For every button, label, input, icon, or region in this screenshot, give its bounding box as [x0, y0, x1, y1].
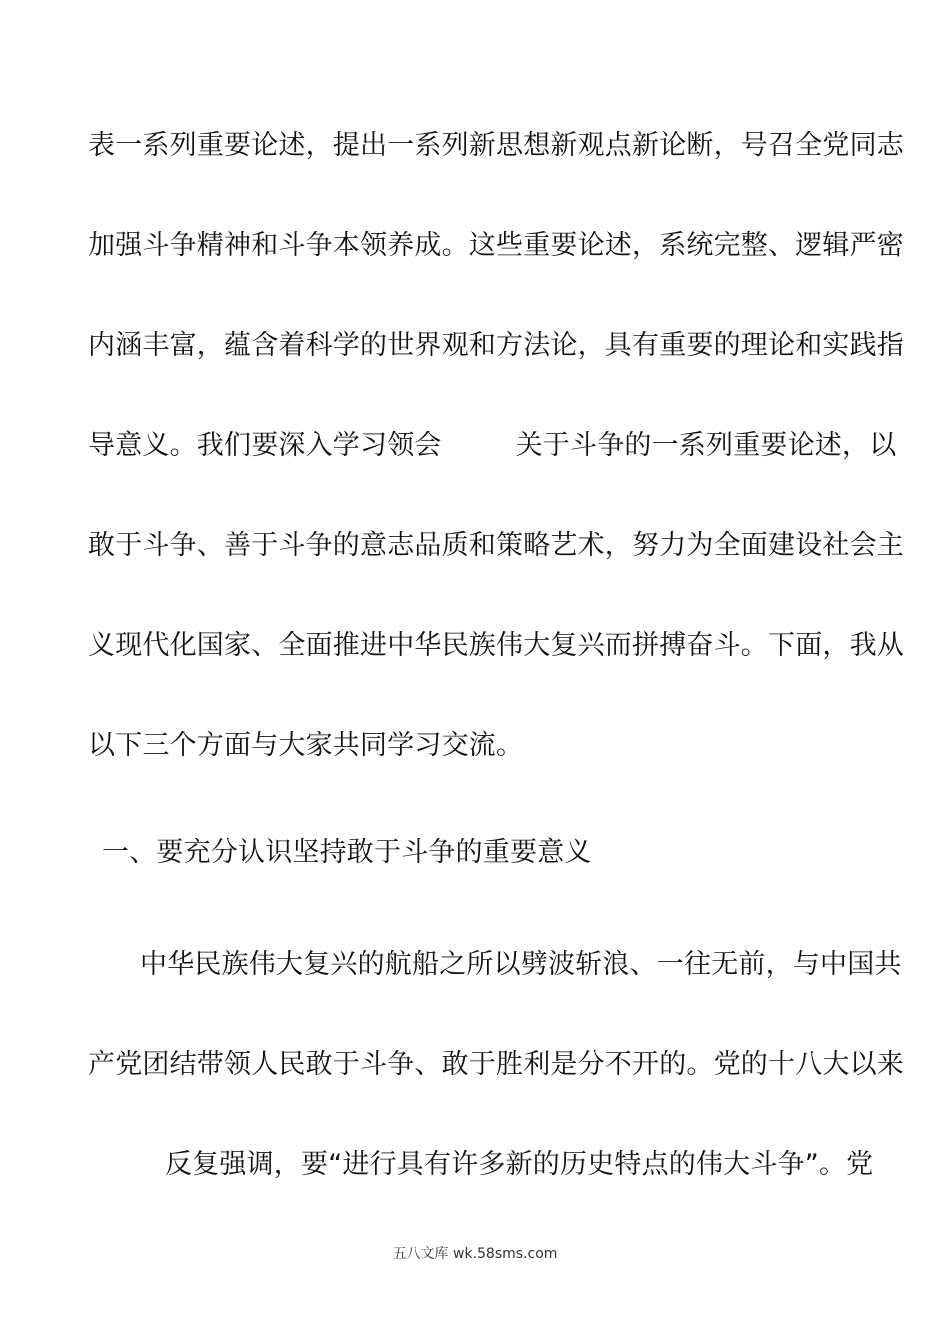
body-text-line	[88, 424, 897, 468]
body-text-line: 产党团结带领人民敢于斗争、敢于胜利是分不开的。党的十八大以来	[88, 1049, 904, 1080]
footer-watermark: 五八文库 wk.58sms.com	[392, 1246, 558, 1262]
body-text-line: 表一系列重要论述，提出一系列新思想新观点新论断，号召全党同志	[88, 130, 904, 161]
body-text-line: 义现代化国家、全面推进中华民族伟大复兴而拼搏奋斗。下面，我从	[88, 630, 904, 661]
body-text-line: 加强斗争精神和斗争本领养成。这些重要论述，系统完整、逻辑严密	[88, 230, 904, 261]
body-text-line: 敢于斗争、善于斗争的意志品质和策略艺术，努力为全面建设社会主	[88, 530, 904, 561]
body-text-line: 中华民族伟大复兴的航船之所以劈波斩浪、一往无前，与中国共	[140, 949, 902, 980]
section-heading: 一、要充分认识坚持敢于斗争的重要意义	[102, 837, 592, 868]
body-text-segment: 关于斗争的一系列重要论述，以	[515, 430, 897, 461]
body-text-line: 反复强调，要“进行具有许多新的历史特点的伟大斗争”。党	[165, 1149, 874, 1180]
body-text-line: 内涵丰富，蕴含着科学的世界观和方法论，具有重要的理论和实践指	[88, 330, 904, 361]
body-text-line: 以下三个方面与大家共同学习交流。	[88, 730, 524, 761]
body-text-segment: 导意义。我们要深入学习领会	[88, 430, 442, 461]
